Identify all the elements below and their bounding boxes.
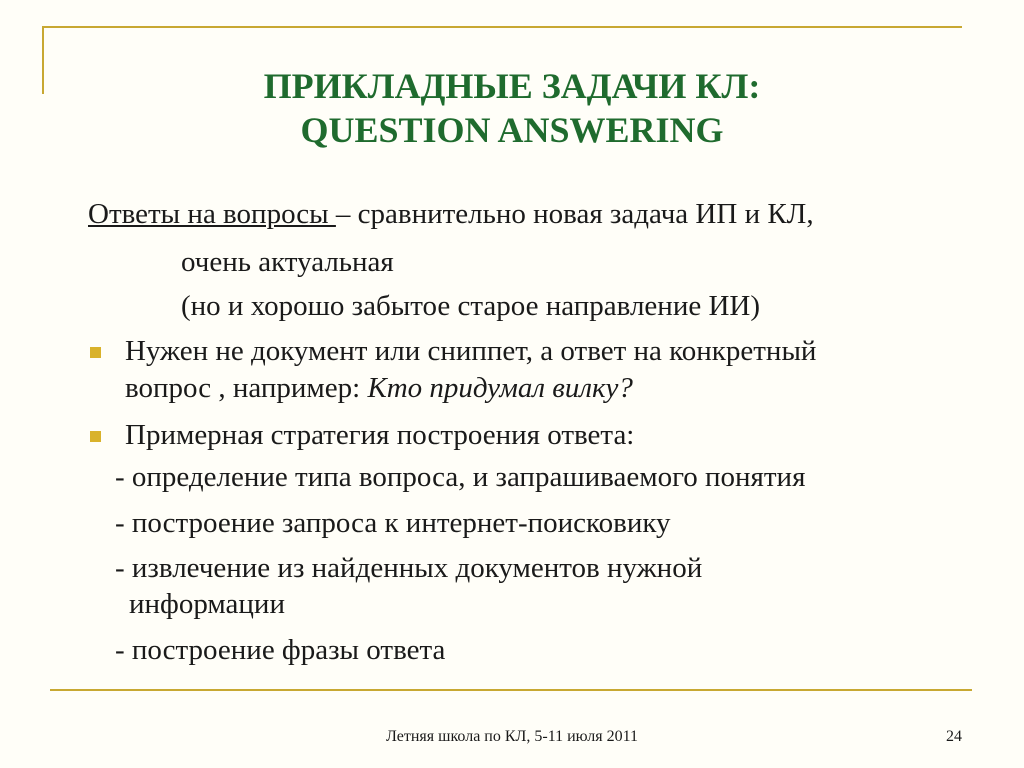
bullet-1-text: вопрос , например: [125, 372, 368, 404]
bullet-1-line-1: Нужен не документ или сниппет, а ответ на конкретный [125, 335, 817, 367]
step-4: - построение фразы ответа [115, 634, 446, 666]
step-2: - построение запроса к интернет-поисковику [115, 507, 671, 539]
bullet-square-icon [90, 347, 101, 358]
bullet-1-line-2 [125, 371, 633, 405]
frame-top-line [42, 26, 962, 28]
step-1: - определение типа вопроса, и запрашиваемого понятия [115, 461, 806, 493]
bullet-square-icon [90, 431, 101, 442]
slide-title [0, 64, 1024, 152]
intro-term: Ответы на вопросы [88, 198, 336, 230]
step-3-continuation: информации [129, 588, 285, 620]
title-line-2: QUESTION ANSWERING [300, 110, 724, 150]
bullet-2-line-1: Примерная стратегия построения ответа: [125, 419, 635, 451]
intro-line-2: очень актуальная [181, 246, 394, 278]
bullet-1-example: Кто придумал вилку? [367, 372, 633, 404]
footer-divider [50, 689, 972, 691]
page-number: 24 [946, 728, 962, 745]
step-3: - извлечение из найденных документов нужной [115, 552, 703, 584]
title-line-1: ПРИКЛАДНЫЕ ЗАДАЧИ КЛ: [263, 66, 761, 106]
intro-definition: – сравнительно новая задача ИП и КЛ, [335, 198, 814, 230]
intro-line-1 [88, 197, 814, 231]
intro-line-3: (но и хорошо забытое старое направление ИИ) [181, 290, 761, 322]
footer-caption: Летняя школа по КЛ, 5-11 июля 2011 [386, 728, 638, 745]
